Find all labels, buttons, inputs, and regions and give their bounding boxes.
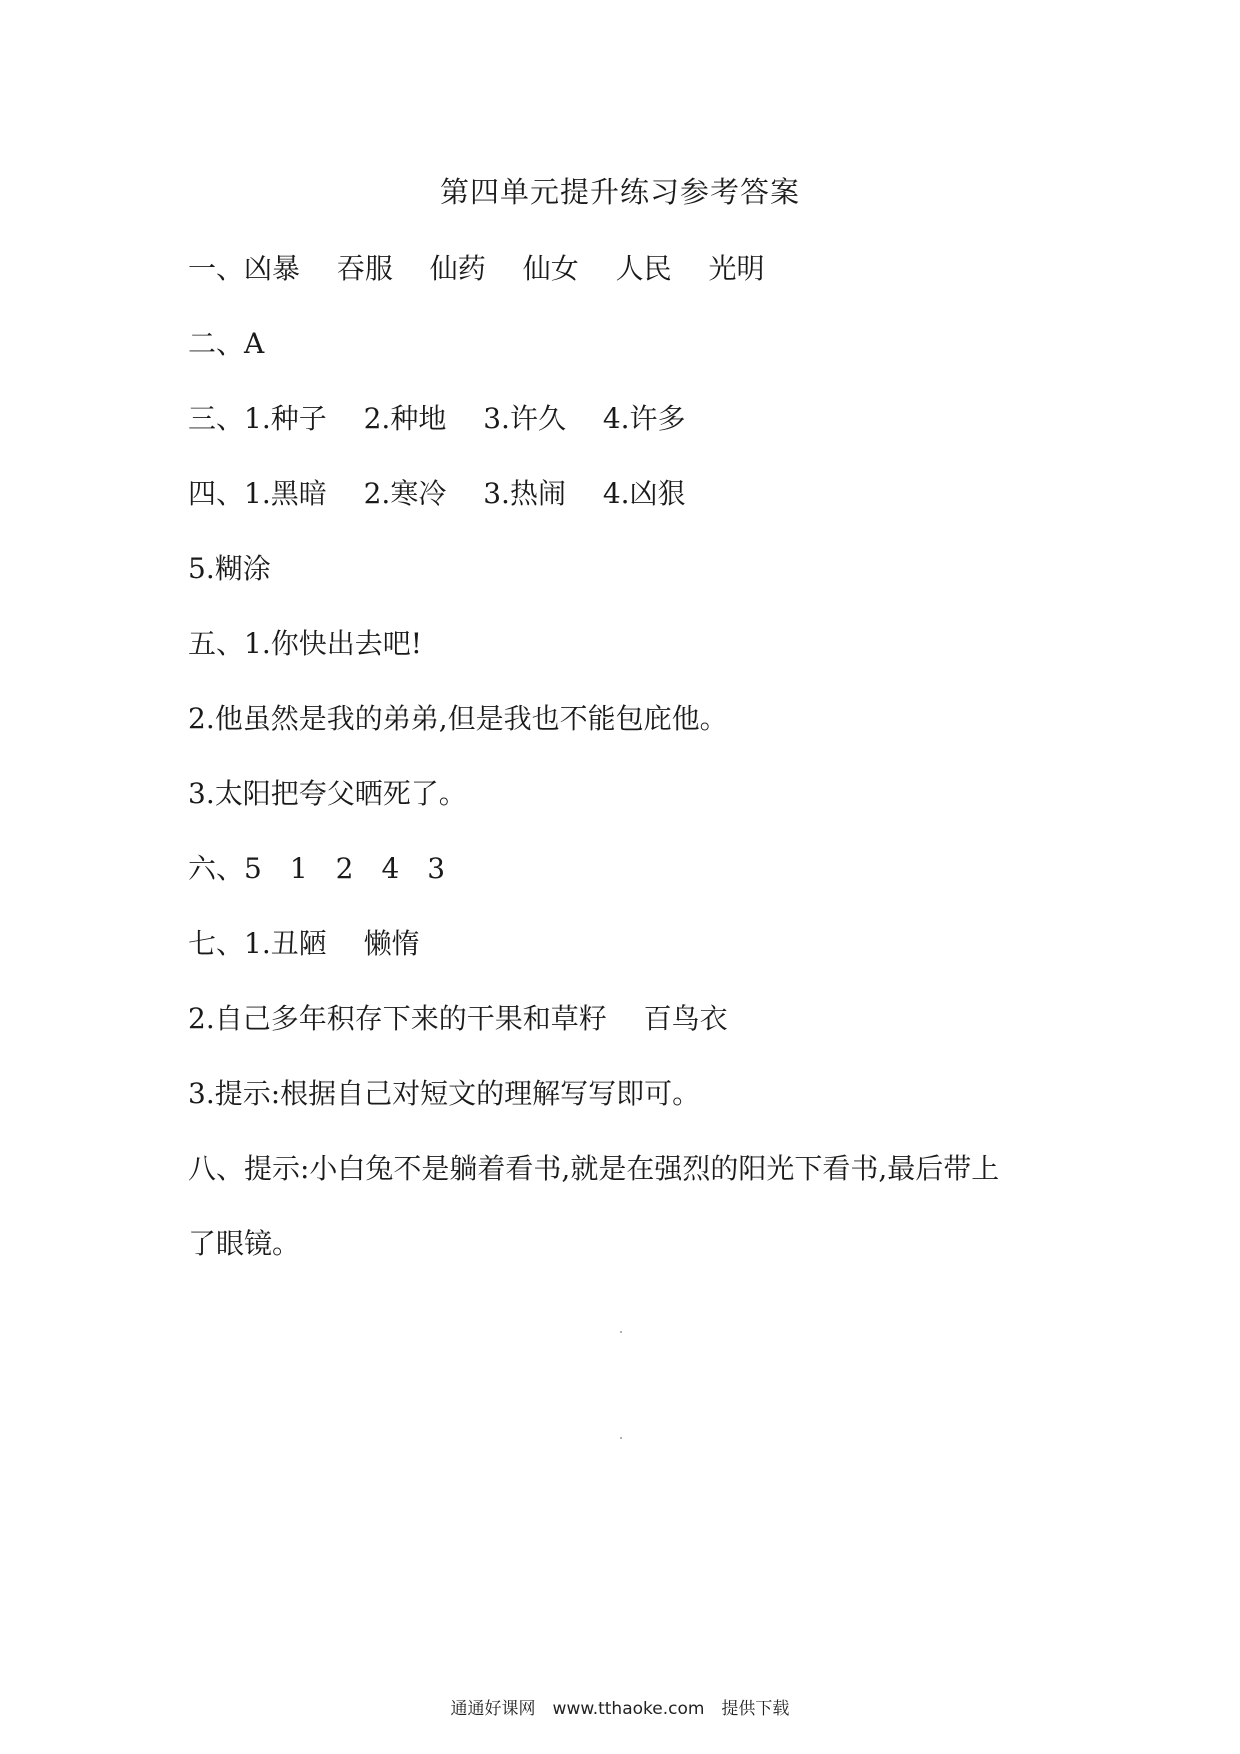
answer-line-12: 3.提示:根据自己对短文的理解写写即可。 bbox=[188, 1077, 701, 1110]
answer-line-7: 2.他虽然是我的弟弟,但是我也不能包庇他。 bbox=[188, 702, 728, 735]
scan-speck bbox=[620, 1331, 622, 1333]
answer-line-14: 了眼镜。 bbox=[188, 1227, 301, 1260]
answer-line-9: 六、5 1 2 4 3 bbox=[188, 852, 446, 885]
answer-line-10: 七、1.丑陋 懒惰 bbox=[188, 927, 420, 960]
scan-speck bbox=[620, 1437, 622, 1439]
answer-line-8: 3.太阳把夸父晒死了。 bbox=[188, 777, 467, 810]
answer-line-2: 二、A bbox=[188, 327, 265, 360]
answer-line-11: 2.自己多年积存下来的干果和草籽 百鸟衣 bbox=[188, 1002, 728, 1035]
answer-line-4: 四、1.黑暗 2.寒冷 3.热闹 4.凶狠 bbox=[188, 477, 686, 510]
answer-line-13: 八、提示:小白兔不是躺着看书,就是在强烈的阳光下看书,最后带上 bbox=[188, 1152, 1000, 1185]
page-title: 第四单元提升练习参考答案 bbox=[439, 175, 800, 209]
answer-line-1: 一、凶暴 吞服 仙药 仙女 人民 光明 bbox=[188, 252, 765, 285]
footer-source: 通通好课网 www.tthaoke.com 提供下载 bbox=[450, 1699, 790, 1719]
answer-line-5: 5.糊涂 bbox=[188, 552, 271, 585]
answer-line-3: 三、1.种子 2.种地 3.许久 4.许多 bbox=[188, 402, 686, 435]
answer-line-6: 五、1.你快出去吧! bbox=[188, 627, 422, 660]
